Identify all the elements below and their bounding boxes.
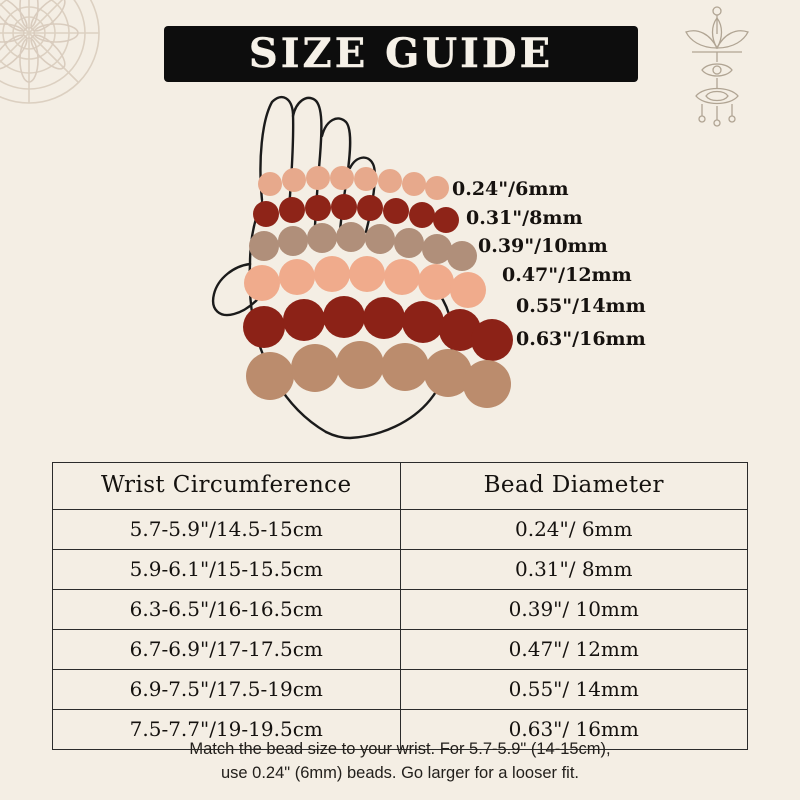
bead-row-16mm xyxy=(246,341,511,408)
lotus-ornament-icon xyxy=(662,4,772,134)
table-header-row xyxy=(53,463,748,510)
cell-bead: 0.31"/ 8mm xyxy=(400,550,748,590)
cell-wrist: 7.5-7.7"/19-19.5cm xyxy=(53,710,401,750)
cell-bead: 0.55"/ 14mm xyxy=(400,670,748,710)
cell-wrist: 5.9-6.1"/15-15.5cm xyxy=(53,550,401,590)
cell-wrist: 6.7-6.9"/17-17.5cm xyxy=(53,630,401,670)
callout-14mm: 0.55"/14mm xyxy=(516,295,646,317)
table-row xyxy=(53,510,748,550)
callout-16mm: 0.63"/16mm xyxy=(516,328,646,350)
table-row xyxy=(53,670,748,710)
cell-wrist: 6.9-7.5"/17.5-19cm xyxy=(53,670,401,710)
page-title-banner xyxy=(164,26,638,82)
footnote-line-1: Match the bead size to your wrist. For 5.7-5.9" (14-15cm), xyxy=(189,740,611,758)
cell-wrist: 5.7-5.9"/14.5-15cm xyxy=(53,510,401,550)
callout-8mm: 0.31"/8mm xyxy=(466,207,583,229)
cell-bead: 0.47"/ 12mm xyxy=(400,630,748,670)
size-table xyxy=(52,462,748,750)
footnote xyxy=(0,738,800,786)
bead-row-6mm xyxy=(258,166,449,200)
size-table-wrapper xyxy=(52,462,748,750)
table-row xyxy=(53,590,748,630)
callout-12mm: 0.47"/12mm xyxy=(502,264,632,286)
column-header-bead: Bead Diameter xyxy=(400,463,748,510)
mandala-ornament-icon xyxy=(0,0,104,108)
footnote-line-2: use 0.24" (6mm) beads. Go larger for a looser fit. xyxy=(220,763,579,782)
cell-wrist: 6.3-6.5"/16-16.5cm xyxy=(53,590,401,630)
table-row xyxy=(53,630,748,670)
cell-bead: 0.24"/ 6mm xyxy=(400,510,748,550)
callout-6mm: 0.24"/6mm xyxy=(452,178,569,200)
cell-bead: 0.39"/ 10mm xyxy=(400,590,748,630)
table-row xyxy=(53,550,748,590)
page-title: SIZE GUIDE xyxy=(248,30,554,77)
callout-10mm: 0.39"/10mm xyxy=(478,235,608,257)
column-header-wrist: Wrist Circumference xyxy=(53,463,401,510)
cell-bead: 0.63"/ 16mm xyxy=(400,710,748,750)
